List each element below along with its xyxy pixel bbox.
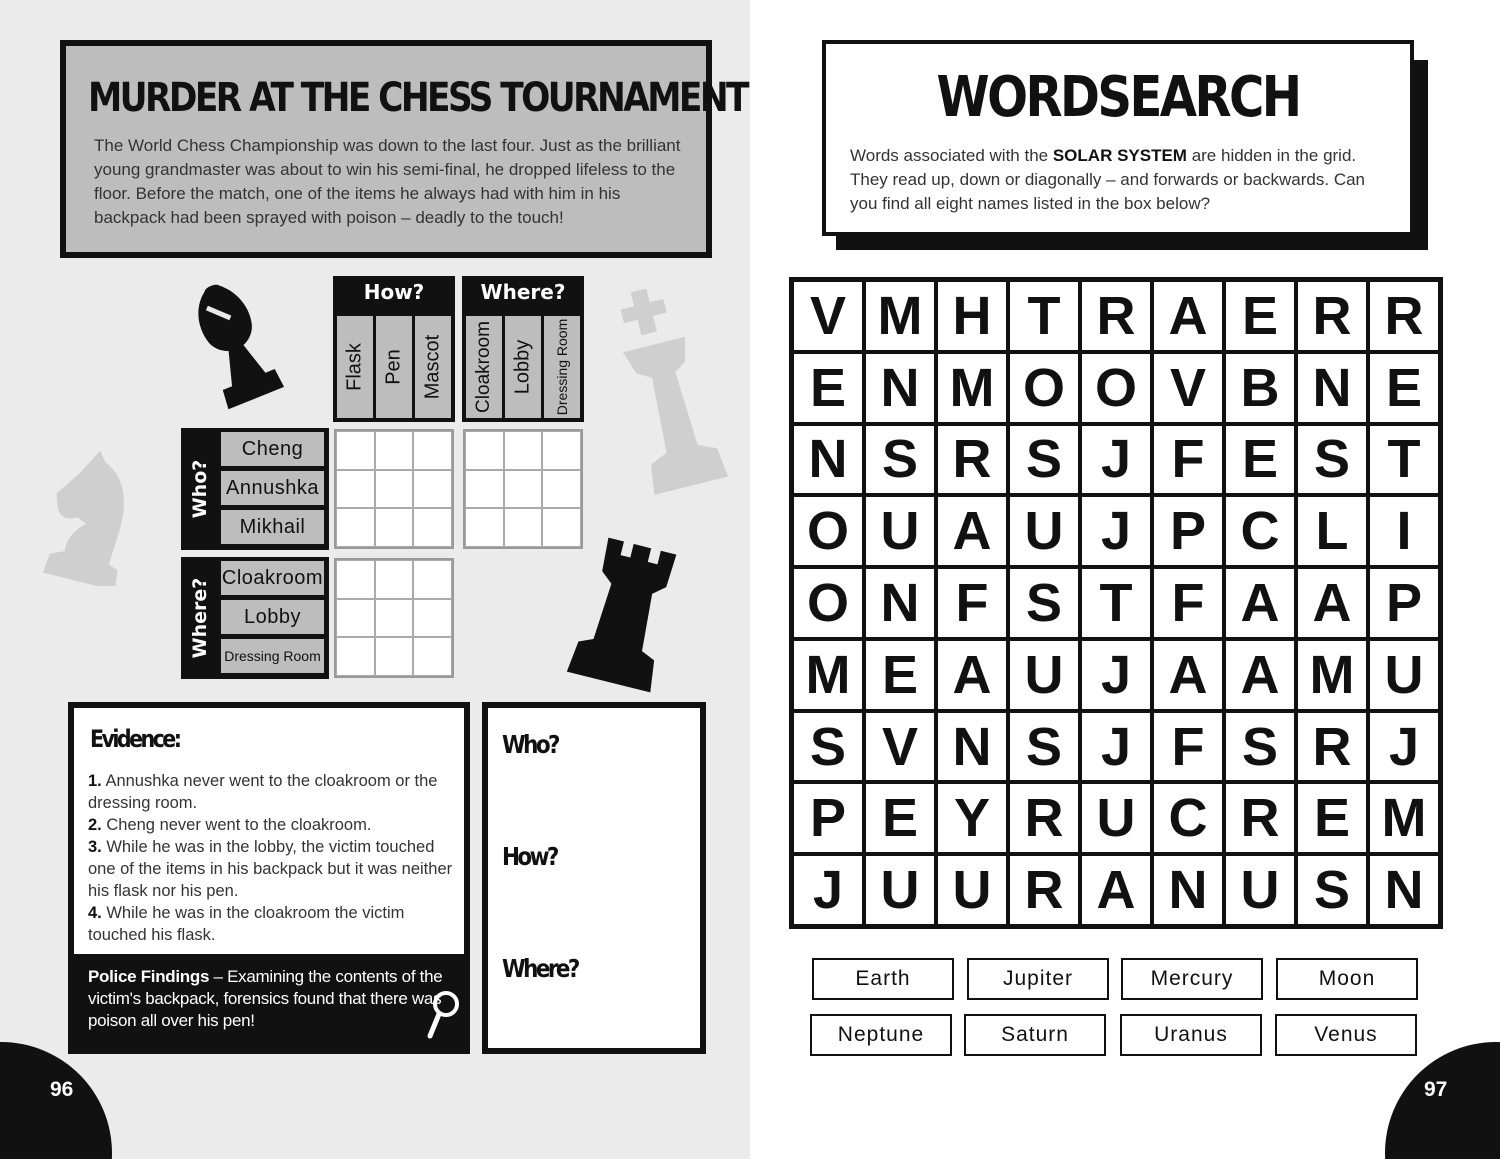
- grid-cell[interactable]: N: [866, 569, 934, 637]
- grid-cell[interactable]: U: [1370, 641, 1438, 709]
- grid-cell[interactable]: S: [1298, 856, 1366, 924]
- grid-cell[interactable]: L: [1298, 497, 1366, 565]
- magnifying-glass-icon: [426, 990, 460, 1042]
- grid-cell[interactable]: M: [794, 641, 862, 709]
- grid-cell[interactable]: V: [866, 713, 934, 781]
- grid-cell[interactable]: A: [1154, 641, 1222, 709]
- word-mercury: Mercury: [1121, 958, 1263, 1000]
- rook-icon: [560, 536, 690, 696]
- where-item-dressing-room: Dressing Room: [544, 316, 580, 418]
- grid-block-where-how[interactable]: [334, 558, 454, 678]
- police-findings-text: – Examining the contents of the victim's backpack, forensics found that there was poison all over his pen!: [88, 967, 443, 1030]
- who-item-mikhail: Mikhail: [221, 510, 324, 544]
- grid-cell[interactable]: R: [1226, 784, 1294, 852]
- grid-cell[interactable]: R: [1298, 713, 1366, 781]
- grid-cell[interactable]: V: [794, 282, 862, 350]
- grid-cell[interactable]: R: [1370, 282, 1438, 350]
- grid-cell[interactable]: E: [866, 641, 934, 709]
- answer-who-label: Who?: [502, 730, 558, 759]
- page-number-left: 96: [50, 1078, 74, 1101]
- grid-cell[interactable]: E: [866, 784, 934, 852]
- grid-cell[interactable]: M: [938, 354, 1006, 422]
- where-row-dressing-room: Dressing Room: [221, 639, 324, 673]
- murder-intro: The World Chess Championship was down to the last four. Just as the brilliant young grandmaster was about to win his semi-final, he dropped lifeless to the floor. Before the match, one of the items he always had with him in his backpack had been sprayed with poison – deadly to the touch!: [94, 136, 681, 227]
- grid-cell[interactable]: S: [1298, 426, 1366, 494]
- answer-where-label: Where?: [502, 954, 578, 983]
- grid-cell[interactable]: S: [1226, 713, 1294, 781]
- where-column-header: [462, 276, 584, 422]
- grid-cell[interactable]: J: [794, 856, 862, 924]
- wordsearch-intro: Words associated with the SOLAR SYSTEM are hidden in the grid. They read up, down or diagonally – and forwards or backwards. Can you find all eight names listed in the box below?: [850, 146, 1366, 213]
- evidence-title: Evidence:: [90, 725, 180, 753]
- who-row-header: [181, 428, 329, 550]
- grid-cell[interactable]: U: [938, 856, 1006, 924]
- where-row-cloakroom: Cloakroom: [221, 561, 324, 595]
- where-item-lobby: Lobby: [505, 316, 541, 418]
- grid-cell[interactable]: S: [1010, 713, 1078, 781]
- grid-cell[interactable]: R: [1010, 856, 1078, 924]
- grid-cell[interactable]: E: [1226, 282, 1294, 350]
- word-neptune: Neptune: [810, 1014, 952, 1056]
- word-moon: Moon: [1276, 958, 1418, 1000]
- grid-cell[interactable]: N: [794, 426, 862, 494]
- grid-cell[interactable]: S: [866, 426, 934, 494]
- grid-cell[interactable]: R: [1082, 282, 1150, 350]
- grid-cell[interactable]: T: [1370, 426, 1438, 494]
- grid-block-who-where[interactable]: [463, 429, 583, 549]
- murder-title-box: [60, 40, 747, 258]
- word-jupiter: Jupiter: [967, 958, 1109, 1000]
- grid-cell[interactable]: O: [1010, 354, 1078, 422]
- grid-cell[interactable]: M: [1298, 641, 1366, 709]
- grid-cell[interactable]: H: [938, 282, 1006, 350]
- murder-title: MURDER AT THE CHESS TOURNAMENT: [88, 75, 747, 121]
- grid-cell[interactable]: N: [1154, 856, 1222, 924]
- where-item-cloakroom: Cloakroom: [466, 316, 502, 418]
- wordsearch-title-box: [822, 40, 1414, 236]
- grid-cell[interactable]: S: [1010, 569, 1078, 637]
- grid-cell[interactable]: M: [866, 282, 934, 350]
- grid-cell[interactable]: V: [1154, 354, 1222, 422]
- how-header-label: How?: [363, 280, 425, 304]
- who-row-label: Who?: [189, 459, 211, 519]
- how-item-pen: Pen: [376, 316, 412, 418]
- grid-cell[interactable]: N: [866, 354, 934, 422]
- police-findings-label: Police Findings: [88, 967, 210, 986]
- answer-box: [482, 702, 706, 1054]
- where-row-label: Where?: [189, 577, 211, 659]
- evidence-item: 4. While he was in the cloakroom the victim touched his flask.: [88, 904, 405, 944]
- grid-cell[interactable]: N: [1370, 856, 1438, 924]
- grid-cell[interactable]: R: [1010, 784, 1078, 852]
- evidence-item: 3. While he was in the lobby, the victim touched one of the items in his backpack but it was neither his flask nor his pen.: [88, 838, 453, 900]
- word-venus: Venus: [1275, 1014, 1417, 1056]
- grid-cell[interactable]: P: [794, 784, 862, 852]
- evidence-box: [68, 702, 470, 1054]
- grid-cell[interactable]: M: [1370, 784, 1438, 852]
- grid-cell[interactable]: J: [1082, 641, 1150, 709]
- grid-cell[interactable]: F: [1154, 569, 1222, 637]
- grid-cell[interactable]: A: [1226, 641, 1294, 709]
- grid-cell[interactable]: U: [866, 497, 934, 565]
- evidence-item: 1. Annushka never went to the cloakroom or the dressing room.: [88, 772, 438, 812]
- how-column-header: [333, 276, 455, 422]
- grid-cell[interactable]: P: [1154, 497, 1222, 565]
- grid-cell[interactable]: J: [1082, 426, 1150, 494]
- wordsearch-title: WORDSEARCH: [936, 65, 1300, 130]
- grid-cell[interactable]: N: [1298, 354, 1366, 422]
- word-earth: Earth: [812, 958, 954, 1000]
- grid-cell[interactable]: S: [1010, 426, 1078, 494]
- evidence-item: 2. Cheng never went to the cloakroom.: [88, 816, 372, 834]
- grid-cell[interactable]: A: [938, 641, 1006, 709]
- grid-cell[interactable]: O: [794, 569, 862, 637]
- grid-block-who-how[interactable]: [334, 429, 454, 549]
- grid-cell[interactable]: F: [1154, 713, 1222, 781]
- where-row-lobby: Lobby: [221, 600, 324, 634]
- bishop-icon: [178, 278, 294, 420]
- grid-cell[interactable]: E: [1298, 784, 1366, 852]
- grid-cell[interactable]: J: [1082, 497, 1150, 565]
- grid-cell[interactable]: O: [1082, 354, 1150, 422]
- grid-cell[interactable]: T: [1010, 282, 1078, 350]
- grid-cell[interactable]: E: [1226, 426, 1294, 494]
- grid-cell[interactable]: J: [1082, 713, 1150, 781]
- how-item-mascot: Mascot: [415, 316, 451, 418]
- grid-cell[interactable]: U: [1010, 497, 1078, 565]
- grid-cell[interactable]: B: [1226, 354, 1294, 422]
- grid-cell[interactable]: C: [1226, 497, 1294, 565]
- grid-cell[interactable]: U: [1082, 784, 1150, 852]
- grid-cell[interactable]: A: [1082, 856, 1150, 924]
- grid-cell[interactable]: T: [1082, 569, 1150, 637]
- grid-cell[interactable]: A: [1154, 282, 1222, 350]
- where-header-label: Where?: [480, 280, 566, 304]
- grid-cell[interactable]: A: [938, 497, 1006, 565]
- grid-cell[interactable]: U: [1010, 641, 1078, 709]
- grid-cell[interactable]: A: [1226, 569, 1294, 637]
- grid-cell[interactable]: I: [1370, 497, 1438, 565]
- grid-cell[interactable]: C: [1154, 784, 1222, 852]
- grid-cell[interactable]: N: [938, 713, 1006, 781]
- grid-cell[interactable]: E: [794, 354, 862, 422]
- grid-cell[interactable]: U: [1226, 856, 1294, 924]
- grid-cell[interactable]: J: [1370, 713, 1438, 781]
- how-item-flask: Flask: [337, 316, 373, 418]
- who-item-cheng: Cheng: [221, 432, 324, 466]
- word-uranus: Uranus: [1120, 1014, 1262, 1056]
- word-saturn: Saturn: [964, 1014, 1106, 1056]
- grid-cell[interactable]: F: [938, 569, 1006, 637]
- grid-cell[interactable]: O: [794, 497, 862, 565]
- grid-cell[interactable]: U: [866, 856, 934, 924]
- wordsearch-grid[interactable]: [789, 277, 1443, 929]
- grid-cell[interactable]: Y: [938, 784, 1006, 852]
- grid-cell[interactable]: E: [1370, 354, 1438, 422]
- king-icon: [610, 282, 730, 502]
- evidence-inner: [74, 708, 464, 954]
- grid-cell[interactable]: P: [1370, 569, 1438, 637]
- answer-how-label: How?: [502, 842, 557, 871]
- right-page: [750, 0, 1500, 1159]
- evidence-list: [88, 770, 458, 946]
- knight-icon: [40, 446, 138, 586]
- grid-cell[interactable]: R: [1298, 282, 1366, 350]
- grid-cell[interactable]: R: [938, 426, 1006, 494]
- who-item-annushka: Annushka: [221, 471, 324, 505]
- police-findings: [88, 966, 443, 1032]
- grid-cell[interactable]: F: [1154, 426, 1222, 494]
- grid-cell[interactable]: S: [794, 713, 862, 781]
- where-row-header: [181, 557, 329, 679]
- page-number-right: 97: [1424, 1078, 1448, 1101]
- grid-cell[interactable]: A: [1298, 569, 1366, 637]
